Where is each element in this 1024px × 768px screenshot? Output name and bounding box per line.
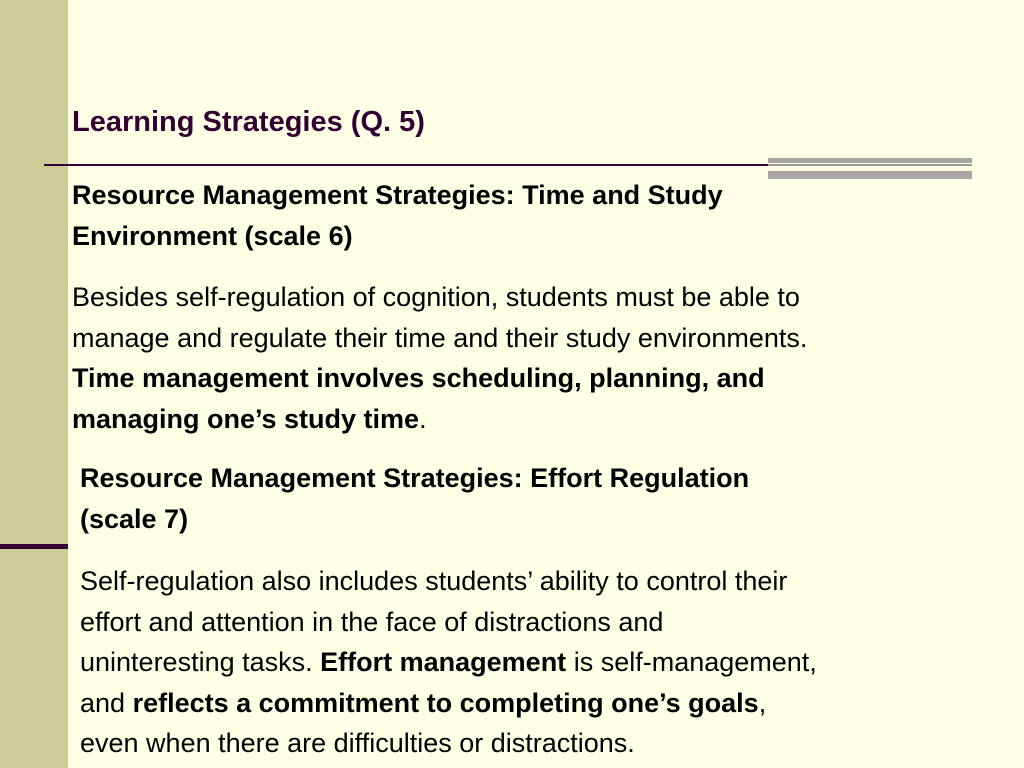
body-line bbox=[80, 642, 1020, 683]
plain-text: is self-management, bbox=[566, 647, 817, 677]
plain-text: and bbox=[80, 687, 133, 718]
body-line: even when there are difficulties or distractions. bbox=[80, 728, 635, 758]
body-line bbox=[72, 399, 1012, 440]
body-line: effort and attention in the face of distractions and bbox=[80, 606, 664, 637]
punctuation: . bbox=[419, 403, 427, 434]
left-side-band bbox=[0, 0, 68, 768]
grey-bar-middle bbox=[768, 164, 972, 166]
grey-bar-top bbox=[768, 158, 972, 163]
section-effort-regulation-body bbox=[80, 561, 1020, 764]
body-line: Besides self-regulation of cognition, students must be able to bbox=[72, 282, 800, 312]
punctuation: , bbox=[758, 687, 767, 718]
heading-line: Resource Management Strategies: Effort Regulation bbox=[80, 463, 750, 493]
heading-line: Environment (scale 6) bbox=[72, 220, 353, 251]
bold-phrase: reflects a commitment to completing one’s goals bbox=[132, 687, 759, 718]
body-line: Self-regulation also includes students’ ability to control their bbox=[80, 566, 788, 596]
section-effort-regulation-heading bbox=[80, 458, 980, 539]
section-time-study-heading bbox=[72, 175, 972, 256]
title-divider-line bbox=[44, 164, 768, 166]
slide-title: Learning Strategies (Q. 5) bbox=[72, 106, 425, 138]
body-line: manage and regulate their time and their study environments. bbox=[72, 322, 808, 353]
section-time-study-body bbox=[72, 277, 1012, 439]
heading-line: (scale 7) bbox=[80, 503, 189, 534]
left-accent-line bbox=[0, 544, 68, 549]
heading-line: Resource Management Strategies: Time and Study bbox=[72, 180, 723, 210]
plain-text: uninteresting tasks. bbox=[80, 647, 321, 677]
body-line bbox=[80, 683, 1020, 724]
body-line bbox=[72, 358, 1012, 399]
bold-phrase: managing one’s study time bbox=[72, 403, 420, 434]
bold-phrase: Effort management bbox=[320, 647, 567, 677]
bold-phrase: Time management involves scheduling, planning, and bbox=[72, 363, 765, 393]
